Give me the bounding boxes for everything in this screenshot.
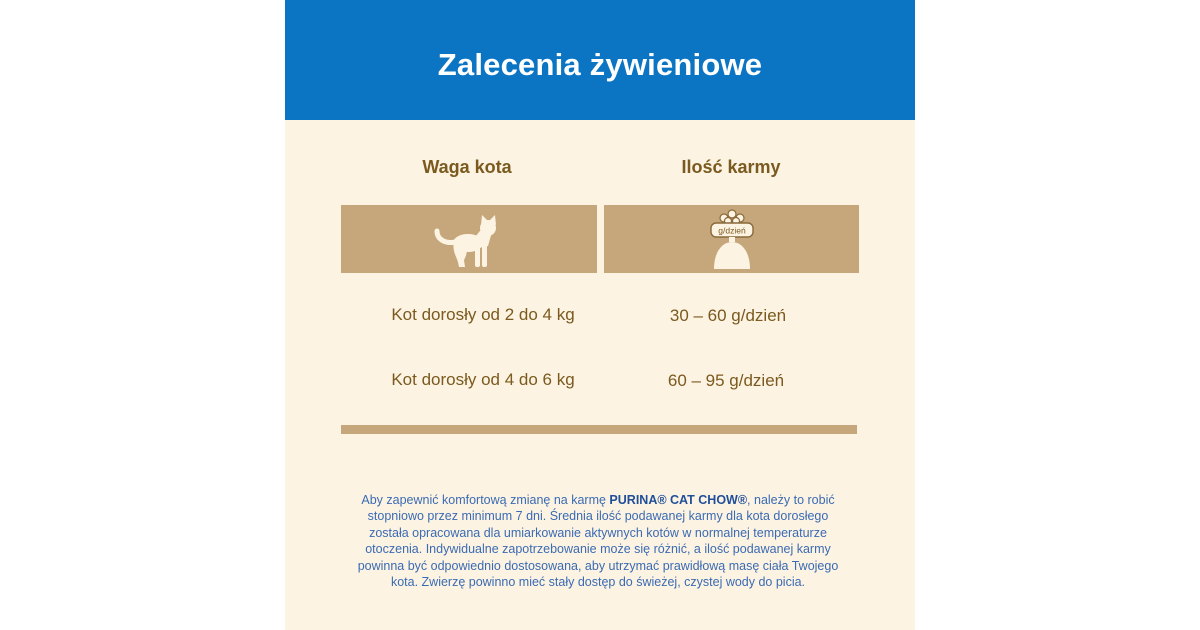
note-line-6: kota. Zwierzę powinno mieć stały dostęp do świeżej, czystej wody do picia. xyxy=(390,575,806,590)
cat-weight-icon-box xyxy=(341,205,597,273)
food-bowl-scale-icon xyxy=(708,208,756,270)
row-2-food-amount: 60 – 95 g/dzień xyxy=(667,371,785,390)
feeding-recommendations-panel xyxy=(285,0,915,630)
row-1-food-amount: 30 – 60 g/dzień xyxy=(669,306,787,325)
note-line-1-end: , należy to robić xyxy=(747,493,835,507)
column-header-cat-weight: Waga kota xyxy=(422,157,512,177)
note-line-4: otoczenia. Indywidualne zapotrzebowanie może się różnić, a ilość podawanej karmy xyxy=(365,542,831,557)
food-icon-label: g/dzień xyxy=(718,225,746,236)
note-line-2: stopniowo przez minimum 7 dni. Średnia ilość podawanej karmy dla kota dorosłego xyxy=(367,509,829,524)
note-line-3: została opracowana dla umiarkowanie aktywnych kotów w normalnej temperaturze xyxy=(369,525,827,540)
cat-icon xyxy=(432,212,502,268)
table-bottom-divider xyxy=(341,425,857,434)
row-1-cat-weight: Kot dorosły od 2 do 4 kg xyxy=(391,305,575,324)
column-header-food-amount: Ilość karmy xyxy=(681,157,781,177)
row-2-cat-weight: Kot dorosły od 4 do 6 kg xyxy=(391,370,575,389)
header-banner xyxy=(285,0,915,120)
page-title: Zalecenia żywieniowe xyxy=(437,47,763,82)
note-line-5: powinna być odpowiednio dostosowana, aby utrzymać prawidłową masę ciała Twojego xyxy=(357,558,839,573)
feeding-note xyxy=(285,492,911,590)
note-line-1-start: Aby zapewnić komfortową zmianę na karmę xyxy=(361,493,610,507)
food-amount-icon-box xyxy=(604,205,859,273)
note-line-1 xyxy=(285,492,911,508)
brand-name: PURINA® CAT CHOW® xyxy=(609,493,748,507)
